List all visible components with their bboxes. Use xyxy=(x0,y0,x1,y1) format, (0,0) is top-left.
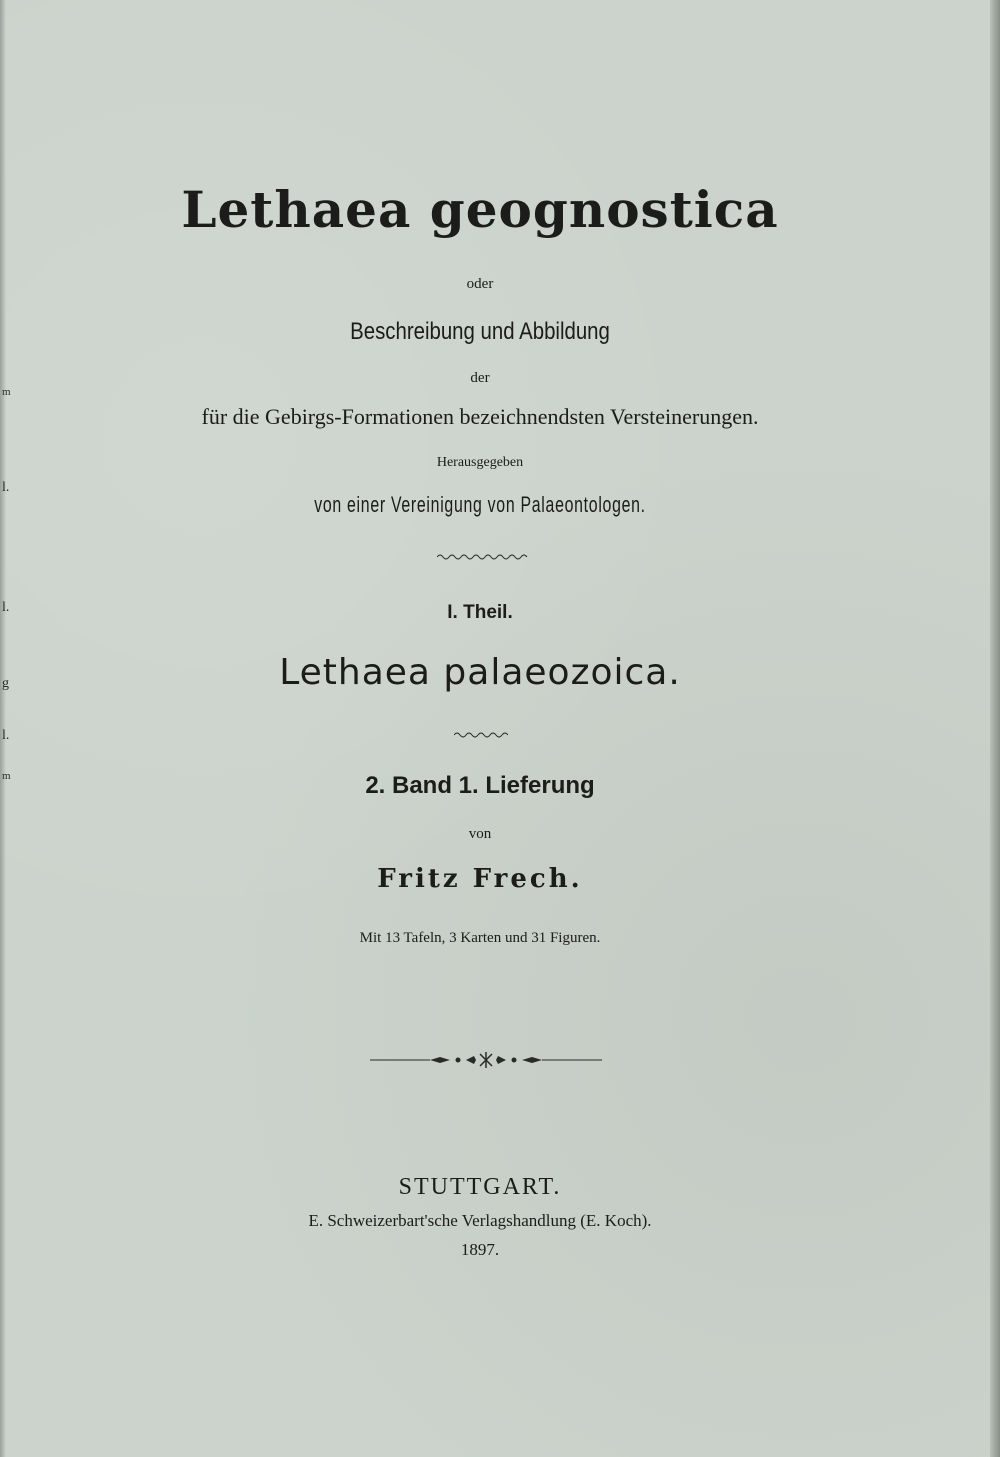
margin-fragment: l. xyxy=(2,728,10,743)
imprint-publisher: E. Schweizerbart'sche Verlagshandlung (E. Koch). xyxy=(308,1211,652,1230)
wavy-rule xyxy=(437,552,531,562)
margin-fragment: g xyxy=(2,676,9,691)
imprint-year: 1897. xyxy=(460,1240,500,1259)
editor-line: von einer Vereinigung von Palaeontologen. xyxy=(314,492,646,517)
ornament-rule xyxy=(370,1050,602,1070)
subtitle: Beschreibung und Abbildung xyxy=(350,318,610,345)
margin-fragment: l. xyxy=(2,480,10,495)
figures-note: Mit 13 Tafeln, 3 Karten und 31 Figuren. xyxy=(359,930,601,946)
subtitle-line-2: für die Gebirgs-Formationen bezeichnendsten Versteinerungen. xyxy=(201,404,759,429)
part-number: I. Theil. xyxy=(447,602,513,623)
wavy-rule xyxy=(454,730,508,740)
margin-fragment: m xyxy=(2,386,11,398)
imprint-city: STUTTGART. xyxy=(398,1174,562,1200)
author-name: Fritz Frech. xyxy=(377,864,583,894)
margin-fragment: m xyxy=(2,770,11,782)
part-title: Lethaea palaeozoica. xyxy=(279,652,681,693)
by-label: von xyxy=(468,826,492,842)
volume-line: 2. Band 1. Lieferung xyxy=(365,772,595,799)
page-right-edge xyxy=(990,0,1000,1457)
book-title: Lethaea geognostica xyxy=(181,180,779,239)
margin-fragment: l. xyxy=(2,600,10,615)
connector-der: der xyxy=(470,370,490,386)
edited-label: Herausgegeben xyxy=(436,455,524,470)
connector-oder: oder xyxy=(466,276,494,292)
